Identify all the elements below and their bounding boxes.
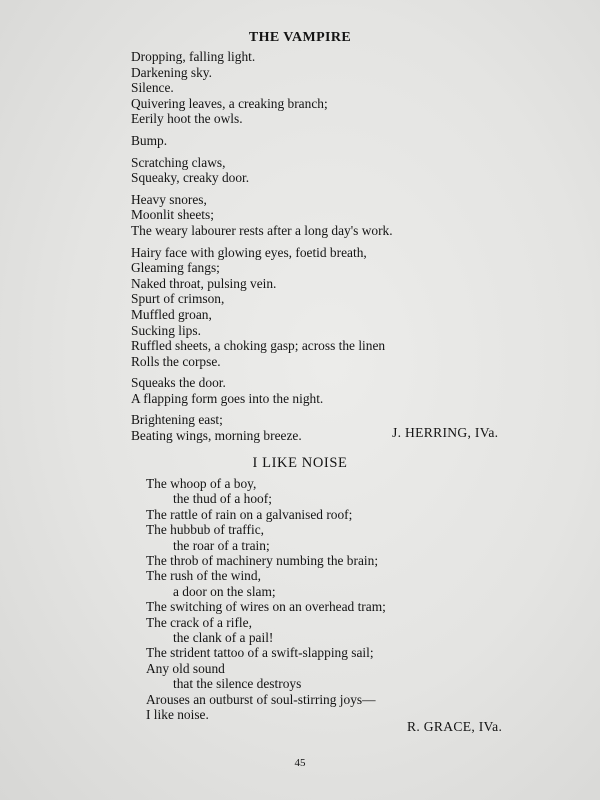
- poem-line-indented: the clank of a pail!: [173, 630, 274, 646]
- poem-line-indented: a door on the slam;: [173, 583, 276, 599]
- poem-line: Brightening east;: [131, 412, 223, 428]
- poem-line-indented: that the silence destroys: [173, 676, 302, 692]
- page-number: 45: [294, 757, 306, 769]
- stanza: [131, 49, 461, 127]
- poem-line: Squeaky, creaky door.: [131, 170, 250, 186]
- poem-line: I like noise.: [146, 707, 209, 723]
- stanza: [131, 375, 461, 406]
- stanza: [131, 133, 461, 149]
- poem-line: Scratching claws,: [131, 154, 226, 170]
- poem-line: Darkening sky.: [131, 64, 212, 80]
- poem-line: Hairy face with glowing eyes, foetid breath,: [131, 244, 367, 260]
- poem-line: Eerily hoot the owls.: [131, 111, 243, 127]
- poem-author-vampire: J. HERRING, IVa.: [392, 425, 499, 440]
- poem-line: Muffled groan,: [131, 306, 212, 322]
- poem-line: Gleaming fangs;: [131, 260, 220, 276]
- poem-line: Arouses an outburst of soul-stirring joys—: [146, 691, 376, 707]
- poem-line: Ruffled sheets, a choking gasp; across the linen: [131, 338, 386, 354]
- poem-line: The hubbub of traffic,: [146, 522, 264, 538]
- poem-line: Sucking lips.: [131, 322, 201, 338]
- poem-line: Spurt of crimson,: [131, 291, 225, 307]
- poem-line: The weary labourer rests after a long day's work.: [131, 222, 393, 238]
- poem-line-indented: the thud of a hoof;: [173, 491, 272, 507]
- poem-line: The switching of wires on an overhead tram;: [146, 599, 386, 615]
- poem-line: Bump.: [131, 132, 168, 148]
- poem-line: Moonlit sheets;: [131, 207, 214, 223]
- poem-line: The rattle of rain on a galvanised roof;: [146, 506, 353, 522]
- poem-line: The strident tattoo of a swift-slapping sail;: [146, 645, 374, 661]
- poem-line: Quivering leaves, a creaking branch;: [131, 95, 328, 111]
- stanza: [131, 155, 461, 186]
- poem-body-vampire: [131, 49, 461, 450]
- poem-line: A flapping form goes into the night.: [131, 390, 324, 406]
- poem-title-vampire: THE VAMPIRE: [248, 30, 352, 45]
- poem-line-indented: the roar of a train;: [173, 537, 270, 553]
- poem-line: The rush of the wind,: [146, 568, 261, 584]
- poem-body-noise: [146, 476, 446, 723]
- poem-line: The whoop of a boy,: [146, 476, 257, 491]
- poem-line: The throb of machinery numbing the brain;: [146, 553, 379, 569]
- poem-author-noise: R. GRACE, IVa.: [407, 719, 503, 734]
- poem-line: Dropping, falling light.: [131, 49, 256, 64]
- poem-line: Naked throat, pulsing vein.: [131, 275, 277, 291]
- poem-line: Any old sound: [146, 660, 225, 676]
- stanza: [131, 192, 461, 239]
- poem-line: Squeaks the door.: [131, 375, 226, 391]
- poem-title-noise: I LIKE NOISE: [252, 455, 348, 471]
- poem-line: Heavy snores,: [131, 191, 207, 207]
- poem-line: Beating wings, morning breeze.: [131, 428, 302, 444]
- poem-line: Rolls the corpse.: [131, 353, 221, 369]
- poem-line: Silence.: [131, 80, 174, 96]
- poem-line: The crack of a rifle,: [146, 614, 252, 630]
- stanza: [131, 245, 461, 370]
